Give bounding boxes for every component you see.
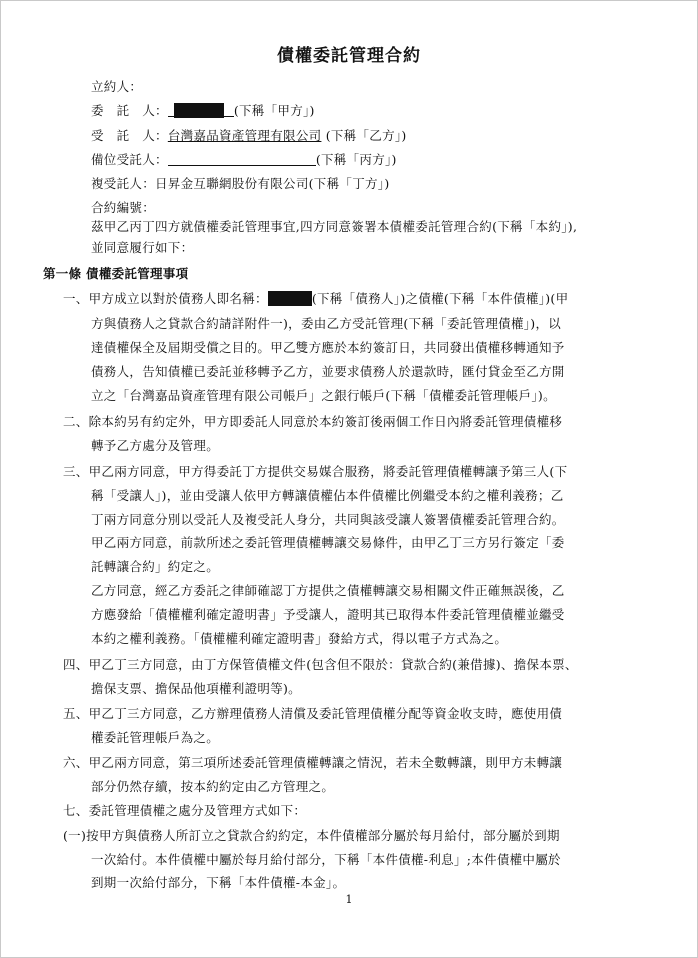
subitem-1-line-3: 到期一次給付部分，下稱「本件債權-本金」。 <box>91 875 346 890</box>
item-7-line-1: 七、委託管理債權之處分及管理方式如下： <box>63 803 307 818</box>
party-a-redaction <box>174 103 224 118</box>
preamble-line-1: 茲甲乙丙丁四方就債權委託管理事宜,四方同意簽署本債權委託管理合約(下稱「本約」), <box>91 219 578 234</box>
party-a-suffix: (下稱「甲方」) <box>233 103 315 118</box>
item-3-line-2: 稱「受讓人」)，並由受讓人依甲方轉讓債權佔本件債權比例繼受本約之權利義務；乙 <box>91 488 564 503</box>
item-2-line-2: 轉予乙方處分及管理。 <box>91 438 220 453</box>
item-3-line-5: 託轉讓合約」約定之。 <box>91 559 220 574</box>
item-5-line-2: 權委託管理帳戶為之。 <box>91 730 220 745</box>
party-d-label: 複受託人： <box>91 176 156 191</box>
document-title: 債權委託管理合約 <box>277 46 421 66</box>
page-number: 1 <box>345 893 353 906</box>
party-c-suffix: (下稱「丙方」) <box>315 152 397 167</box>
item-1-line-5: 立之「台灣嘉品資產管理有限公司帳戶」之銀行帳戶(下稱「債權委託管理帳戶」)。 <box>91 388 556 403</box>
item-6-line-1: 六、甲乙兩方同意，第三項所述委託管理債權轉讓之情況，若未全數轉讓，則甲方未轉讓 <box>63 755 563 770</box>
item-1-line-3: 達債權保全及屆期受償之目的。甲乙雙方應於本約簽訂日，共同發出債權移轉通知予 <box>91 340 565 355</box>
party-c-label: 備位受託人： <box>91 152 168 167</box>
article-1-title: 第一條 債權委託管理事項 <box>43 266 189 281</box>
party-d-suffix: (下稱「丁方」) <box>308 176 390 191</box>
party-b-label: 受 託 人： <box>91 128 168 143</box>
item-3-line-3: 丁兩方同意分別以受託人及複受託人身分，共同與該受讓人簽署債權委託管理合約。 <box>91 512 565 527</box>
item-1-line-4: 債務人，告知債權已委託並移轉予乙方，並要求債務人於還款時，匯付貸金至乙方開 <box>91 364 565 379</box>
party-d-name: 日昇金互聯網股份有限公司 <box>155 176 309 191</box>
item-1-rest: (下稱「債務人」)之債權(下稱「本件債權」)(甲 <box>311 291 569 306</box>
subitem-1-line-2: 一次給付。本件債權中屬於每月給付部分，下稱「本件債權-利息」;本件債權中屬於 <box>91 852 561 867</box>
item-1-line-2: 方與債務人之貸款合約請詳附件一)，委由乙方受託管理(下稱「委託管理債權」)，以 <box>91 316 562 331</box>
item-3-line-8: 本約之權利義務。「債權權利確定證明書」發給方式，得以電子方式為之。 <box>91 631 508 646</box>
party-b-line <box>91 126 407 144</box>
debtor-name-redaction <box>268 291 312 306</box>
item-4-line-2: 擔保支票、擔保品他項權利證明等)。 <box>91 681 301 696</box>
item-3-line-6: 乙方同意，經乙方委託之律師確認丁方提供之債權轉讓交易相關文件正確無誤後，乙 <box>91 583 565 598</box>
party-b-suffix: (下稱「乙方」) <box>325 128 407 143</box>
party-c-blank <box>168 153 316 166</box>
party-a-line <box>91 101 315 119</box>
party-b-name: 台灣嘉品資產管理有限公司 <box>167 128 322 143</box>
item-3-line-7: 方應發給「債權權利確定證明書」予受讓人，證明其已取得本件委託管理債權並繼受 <box>91 607 565 622</box>
item-1-lead: 一、甲方成立以對於債務人即名稱： <box>63 291 268 306</box>
item-2-line-1: 二、除本約另有約定外，甲方即委託人同意於本約簽訂後兩個工作日內將委託管理債權移 <box>63 414 563 429</box>
item-1-line-1 <box>63 289 568 307</box>
subitem-1-line-1: (一)按甲方與債務人所訂立之貸款合約約定，本件債權部分屬於每月給付，部分屬於到期 <box>63 828 560 843</box>
parties-header: 立約人： <box>91 79 143 94</box>
item-3-line-1: 三、甲乙兩方同意，甲方得委託丁方提供交易媒合服務，將委託管理債權轉讓予第三人(下 <box>63 464 568 479</box>
contract-number-label: 合約編號： <box>91 200 156 215</box>
party-c-line <box>91 150 397 168</box>
item-6-line-2: 部分仍然存續，按本約約定由乙方管理之。 <box>91 779 335 794</box>
party-d-line <box>91 174 390 192</box>
item-4-line-1: 四、甲乙丁三方同意，由丁方保管債權文件(包含但不限於：貸款合約(兼借據)、擔保本票、 <box>63 657 578 672</box>
party-a-label: 委 託 人： <box>91 103 168 118</box>
item-3-line-4: 甲乙兩方同意，前款所述之委託管理債權轉讓交易條件，由甲乙丁三方另行簽定「委 <box>91 535 565 550</box>
party-a-blank-tail <box>224 104 234 117</box>
item-5-line-1: 五、甲乙丁三方同意，乙方辦理債務人清償及委託管理債權分配等資金收支時，應使用債 <box>63 706 563 721</box>
preamble-line-2: 並同意履行如下： <box>91 240 194 255</box>
